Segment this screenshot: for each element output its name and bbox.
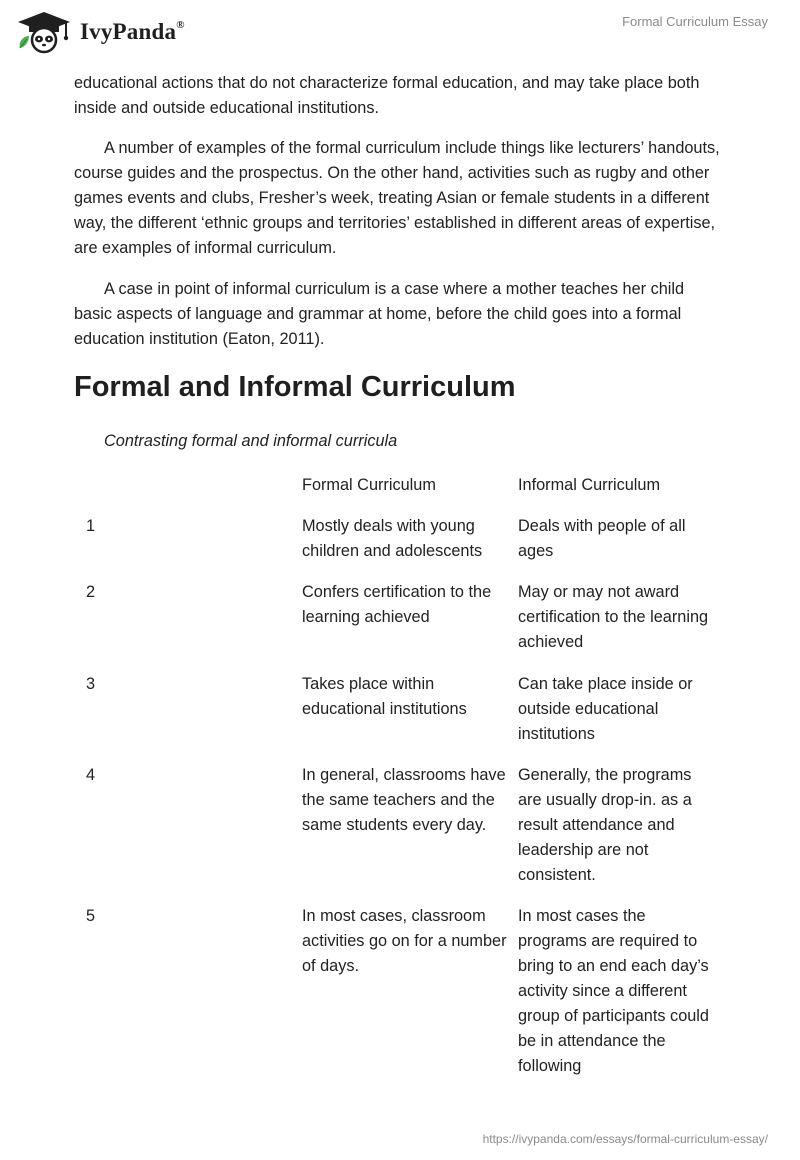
header-cell-empty bbox=[74, 473, 302, 514]
row-number: 1 bbox=[86, 517, 96, 535]
informal-cell: Deals with people of all ages bbox=[518, 517, 686, 560]
source-url[interactable]: https://ivypanda.com/essays/formal-curriculum-essay/ bbox=[482, 1132, 768, 1146]
header-cell-formal: Formal Curriculum bbox=[302, 476, 436, 494]
table-row bbox=[74, 763, 718, 904]
logo-wordmark: IvyPanda® bbox=[80, 19, 185, 44]
essay-body bbox=[74, 71, 724, 352]
section-heading: Formal and Informal Curriculum bbox=[74, 371, 516, 403]
informal-cell: Generally, the programs are usually drop-in. as a result attendance and leadership are not consistent. bbox=[518, 766, 692, 884]
table-row bbox=[74, 904, 718, 1079]
header-cell-informal: Informal Curriculum bbox=[518, 476, 661, 494]
table-row bbox=[74, 580, 718, 672]
table-row bbox=[74, 514, 718, 580]
paragraph: A case in point of informal curriculum is a case where a mother teaches her child basic aspects of language and grammar at home, before the child goes into a formal education institution (Eaton, 2011). bbox=[74, 280, 685, 348]
row-number: 5 bbox=[86, 907, 96, 925]
row-number: 4 bbox=[86, 766, 96, 784]
panda-graduate-icon bbox=[14, 10, 74, 54]
formal-cell: Mostly deals with young children and adolescents bbox=[302, 517, 483, 560]
paragraph: A number of examples of the formal curriculum include things like lecturers’ handouts, course guides and the prospectus. On the other hand, activities such as rugby and other games events and clubs, Fresher’s week, treating Asian or female students in a different way, the different ‘ethnic groups and territories’ established in different areas of expertise, are examples of informal curriculum. bbox=[74, 139, 720, 257]
formal-cell: Confers certification to the learning achieved bbox=[302, 583, 492, 626]
table-row bbox=[74, 672, 718, 763]
row-number: 2 bbox=[86, 583, 96, 601]
row-number: 3 bbox=[86, 675, 96, 693]
formal-cell: Takes place within educational institutions bbox=[302, 675, 467, 718]
page-header bbox=[0, 0, 800, 70]
paragraph: educational actions that do not characterize formal education, and may take place both inside and outside educational institutions. bbox=[74, 74, 700, 117]
informal-cell: May or may not award certification to the learning achieved bbox=[518, 583, 709, 651]
table-caption: Contrasting formal and informal curricula bbox=[104, 432, 398, 450]
document-title: Formal Curriculum Essay bbox=[622, 14, 768, 29]
formal-cell: In most cases, classroom activities go on for a number of days. bbox=[302, 907, 507, 975]
table-header-row bbox=[74, 473, 718, 514]
formal-cell: In general, classrooms have the same teachers and the same students every day. bbox=[302, 766, 506, 834]
informal-cell: Can take place inside or outside educational institutions bbox=[518, 675, 693, 743]
comparison-table bbox=[74, 473, 718, 1079]
informal-cell: In most cases the programs are required to bring to an end each day’s activity since a different group of participants could be in attendance the following bbox=[518, 907, 709, 1075]
ivypanda-logo[interactable] bbox=[14, 10, 185, 54]
